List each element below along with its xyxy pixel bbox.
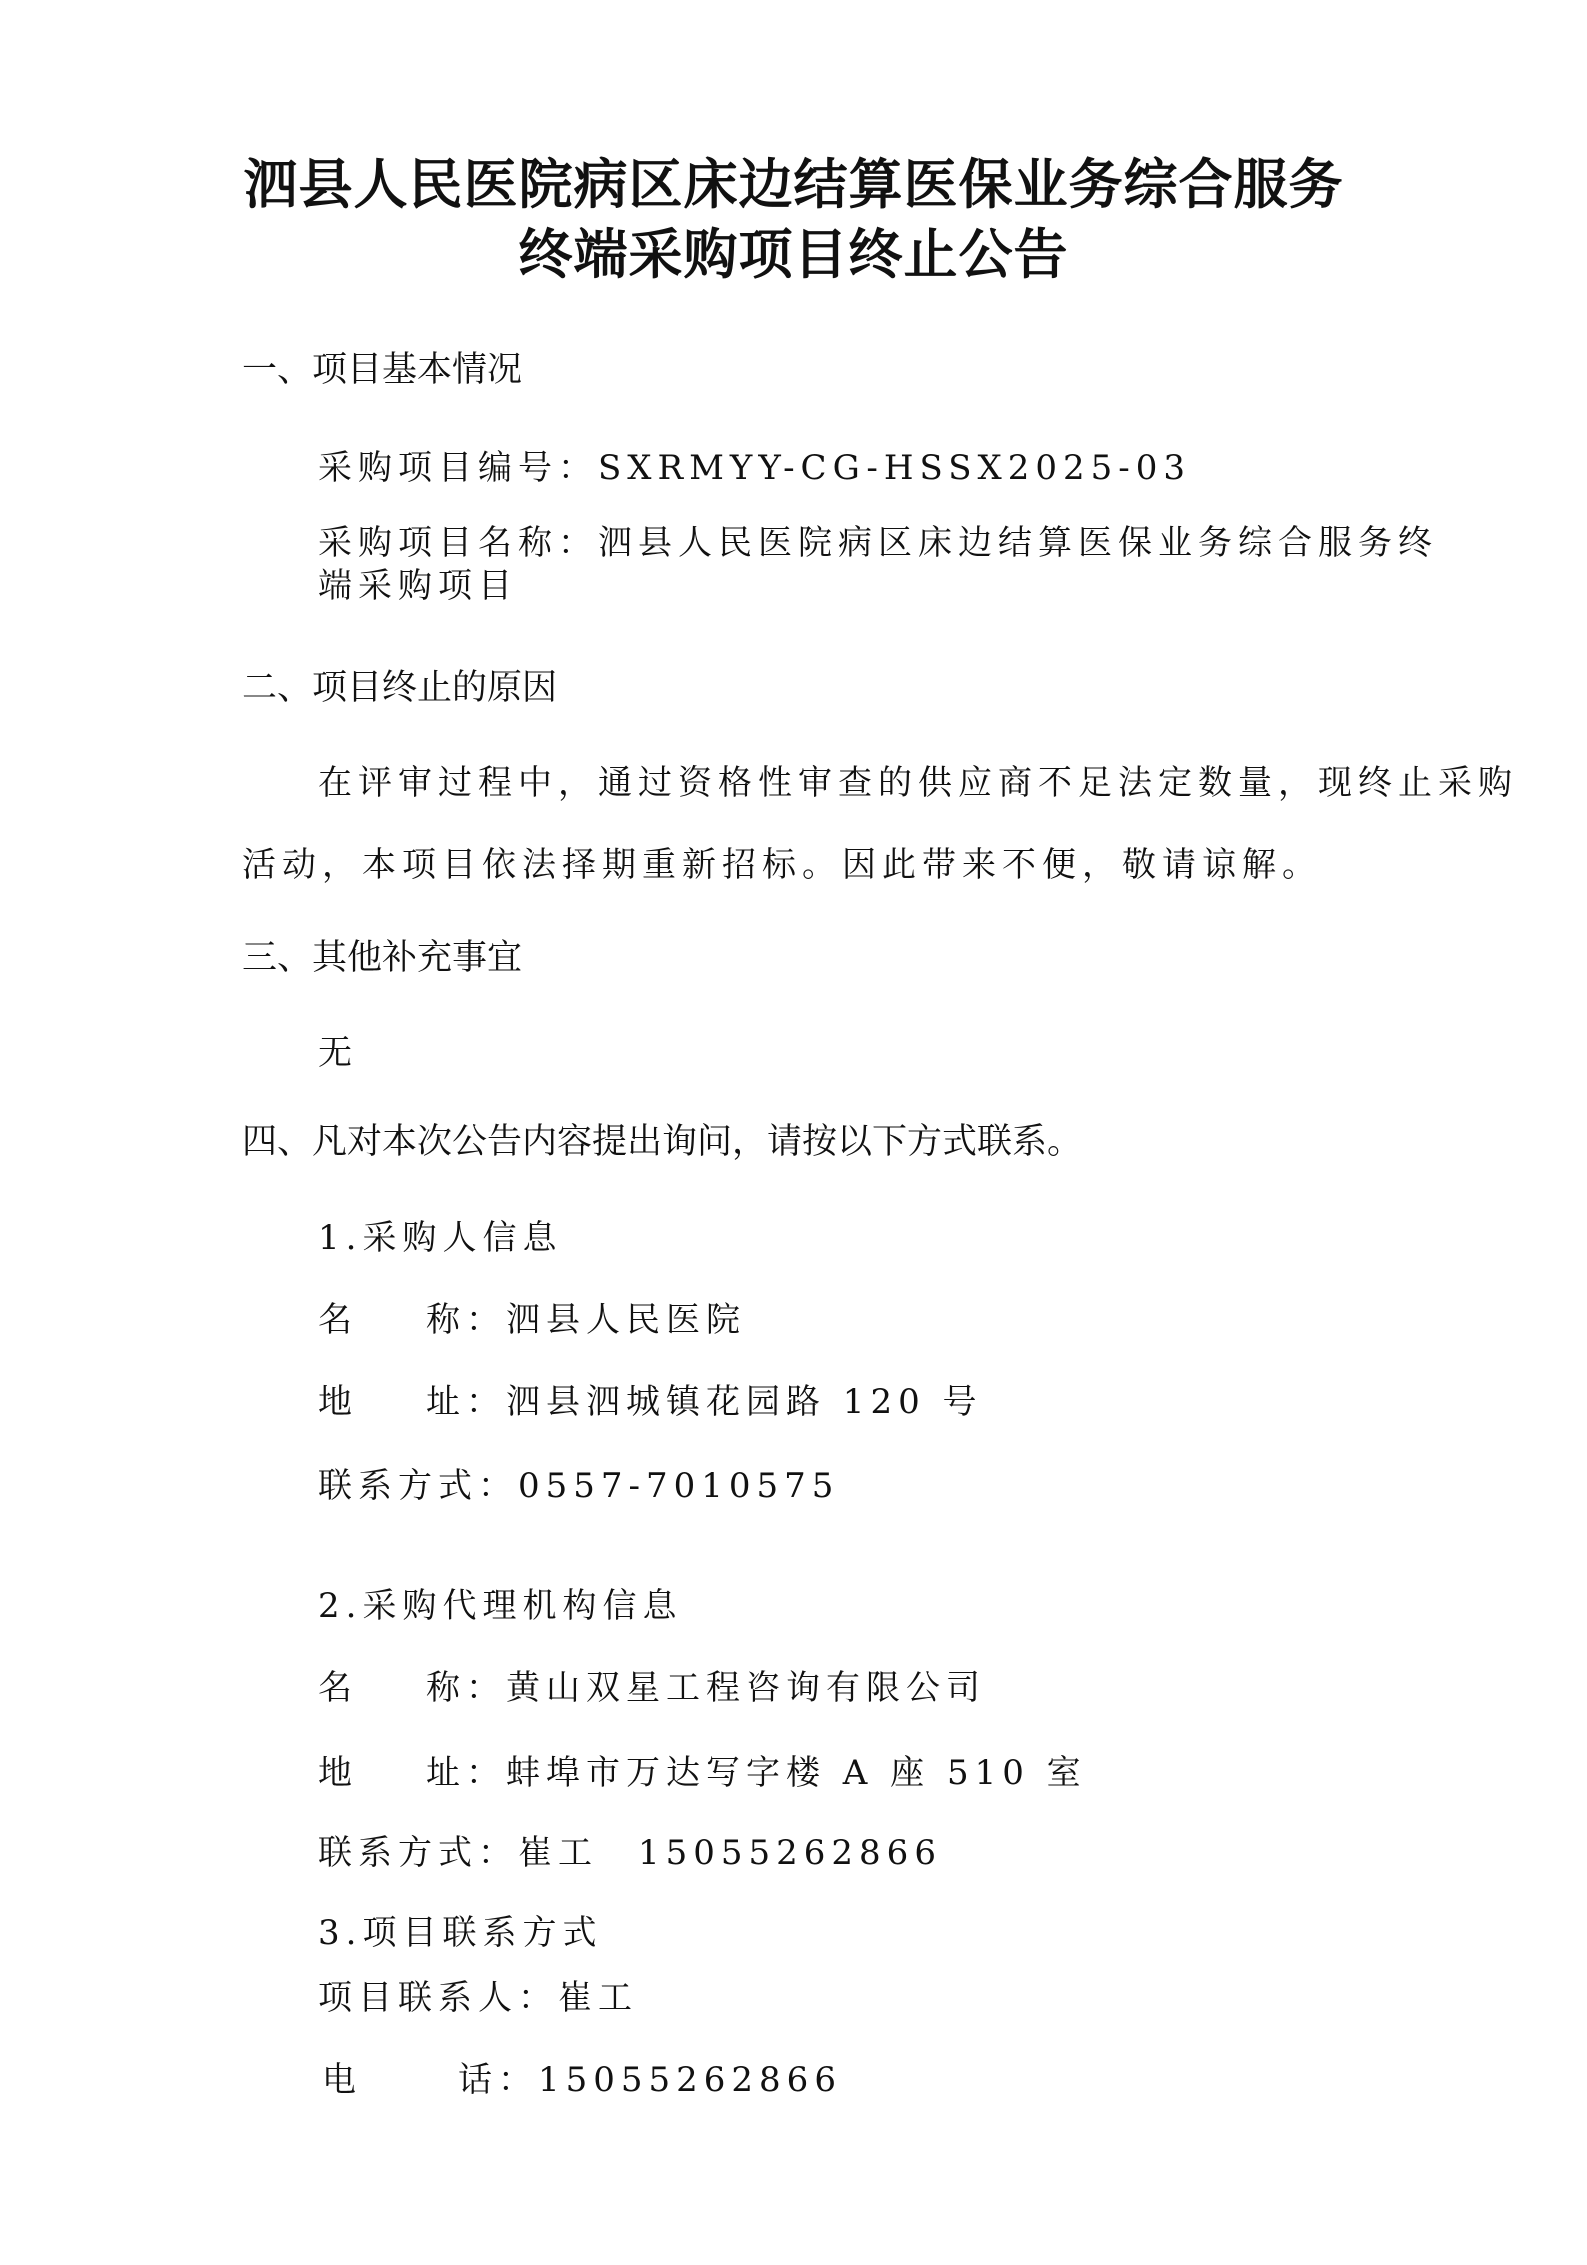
document-title-line2: 终端采购项目终止公告 (518, 222, 1069, 286)
agency-contact (318, 1825, 942, 1874)
purchaser-name (318, 1292, 746, 1341)
agency-address-value: 蚌埠市万达写字楼 A 座 510 室 (506, 1753, 1087, 1793)
project-contact-person-label: 项目联系人： (318, 1978, 558, 2018)
project-contact-subheading: 3.项目联系方式 (318, 1913, 603, 1953)
project-contact-person (318, 1970, 638, 2019)
purchaser-address-value: 泗县泗城镇花园路 120 号 (506, 1382, 983, 1422)
document-title-line1: 泗县人民医院病区床边结算医保业务综合服务 (243, 152, 1344, 216)
project-number: 采购项目编号：SXRMYY-CG-HSSX2025-03 (318, 448, 1191, 488)
purchaser-contact-value: 0557-7010575 (518, 1466, 840, 1506)
agency-contact-value: 崔工 15055262866 (518, 1833, 942, 1873)
agency-contact-label: 联系方式： (318, 1833, 518, 1873)
purchaser-name-label-a: 名 (318, 1300, 358, 1340)
purchaser-name-value: 泗县人民医院 (506, 1300, 746, 1340)
project-contact-phone-label-a: 电 (322, 2060, 362, 2100)
purchaser-contact (318, 1458, 839, 1507)
project-name: 采购项目名称：泗县人民医院病区床边结算医保业务综合服务终端采购项目 (318, 523, 1438, 606)
purchaser-address-label-a: 地 (318, 1382, 358, 1422)
reason-line-1: 在评审过程中，通过资格性审查的供应商不足法定数量，现终止采购 (318, 763, 1518, 803)
section-3-heading: 三、其他补充事宜 (242, 938, 523, 978)
purchaser-subheading: 1.采购人信息 (318, 1218, 563, 1258)
agency-address (318, 1745, 1087, 1794)
agency-subheading: 2.采购代理机构信息 (318, 1586, 683, 1626)
purchaser-contact-label: 联系方式： (318, 1466, 518, 1506)
agency-address-label-a: 地 (318, 1753, 358, 1793)
project-contact-phone (322, 2052, 842, 2101)
reason-line-2: 活动，本项目依法择期重新招标。因此带来不便，敬请谅解。 (242, 845, 1322, 885)
section-2-heading: 二、项目终止的原因 (242, 668, 558, 708)
section-1-heading: 一、项目基本情况 (242, 350, 523, 390)
project-contact-phone-value: 15055262866 (538, 2060, 842, 2100)
purchaser-name-label-b: 称： (426, 1300, 506, 1340)
supplementary-content: 无 (318, 1033, 358, 1073)
project-contact-person-value: 崔工 (558, 1978, 638, 2018)
section-4-heading: 四、凡对本次公告内容提出询问，请按以下方式联系。 (242, 1122, 1083, 1162)
purchaser-address (318, 1374, 983, 1423)
project-contact-phone-label-b: 话： (458, 2060, 538, 2100)
agency-name-label-b: 称： (426, 1668, 506, 1708)
purchaser-address-label-b: 址： (426, 1382, 506, 1422)
agency-name-value: 黄山双星工程咨询有限公司 (506, 1668, 986, 1708)
agency-name (318, 1660, 986, 1709)
agency-name-label-a: 名 (318, 1668, 358, 1708)
agency-address-label-b: 址： (426, 1753, 506, 1793)
